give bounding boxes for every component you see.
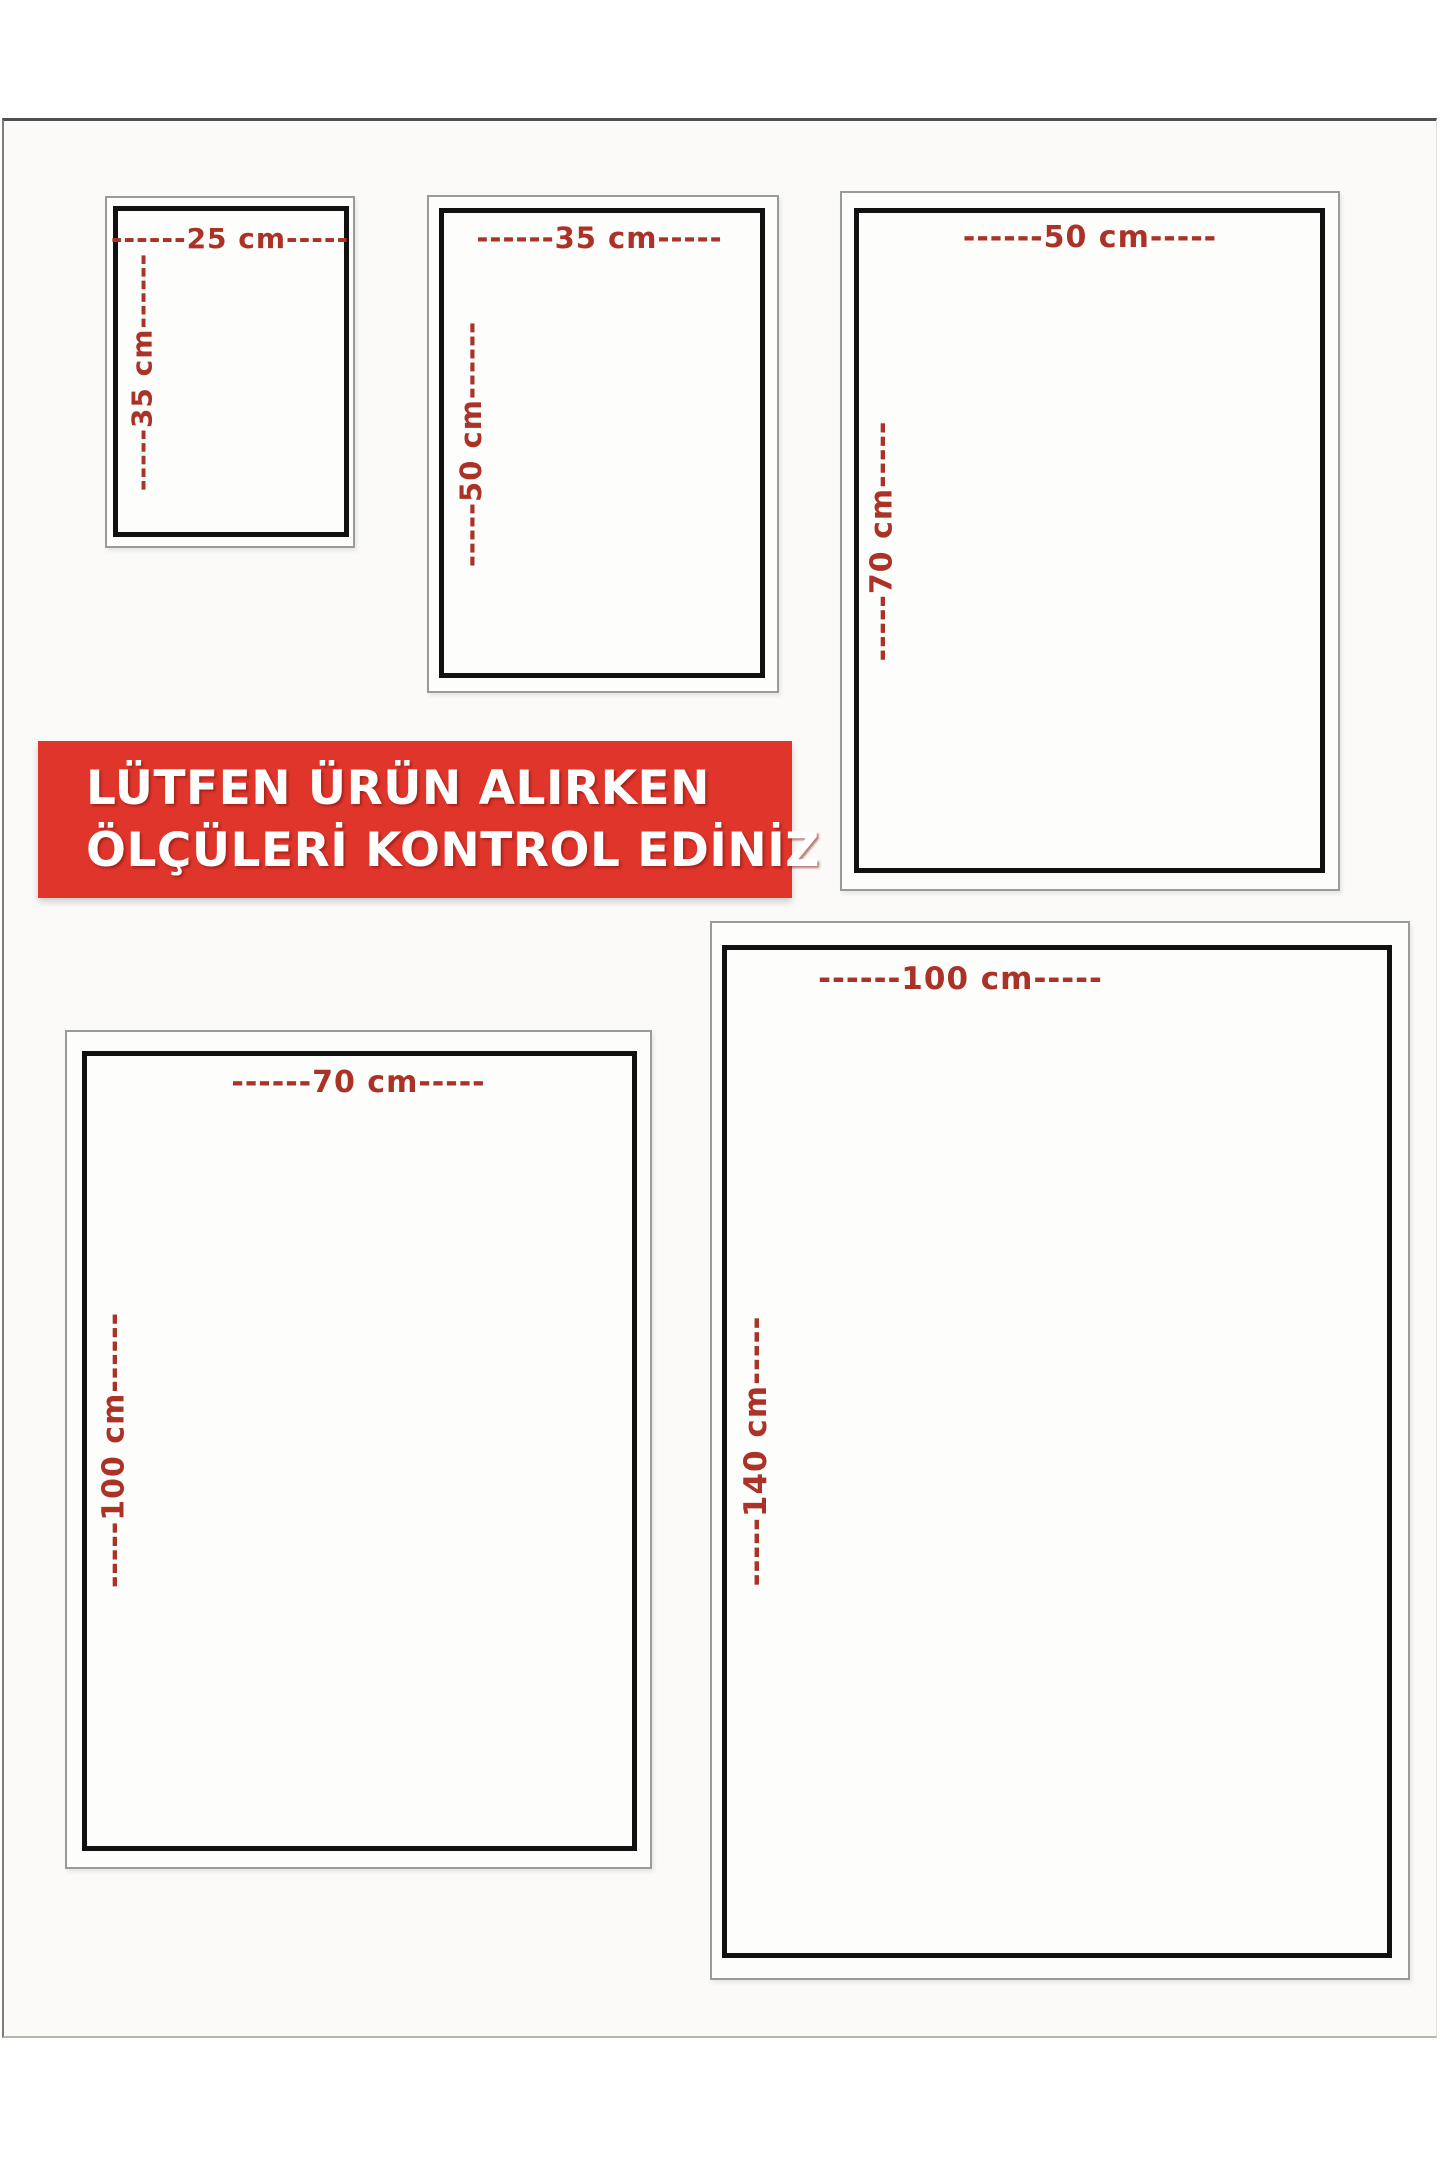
photo-background [2,118,1437,2038]
warning-banner-line1: LÜTFEN ÜRÜN ALIRKEN [86,760,710,816]
size-box-50x70-frame [854,208,1325,873]
width-dimension-label: ------50 cm----- [962,220,1218,255]
warning-banner [38,741,820,898]
size-box-100x140 [710,921,1410,1980]
size-box-50x70 [840,191,1340,891]
height-dimension-label: -----35 cm------ [125,252,159,492]
height-dimension-label: -----100 cm------ [96,1311,132,1588]
size-box-70x100-frame [82,1051,637,1851]
width-dimension-label: ------35 cm----- [476,221,723,255]
size-box-35x50 [427,195,779,693]
size-box-100x140-frame [722,945,1392,1958]
width-dimension-label: ------25 cm----- [110,222,350,255]
width-dimension-label: ------100 cm----- [818,961,1103,997]
warning-banner-line2: ÖLÇÜLERİ KONTROL EDİNİZ [86,822,820,878]
size-box-25x35 [105,196,355,548]
height-dimension-label: -----140 cm----- [738,1315,774,1586]
height-dimension-label: -----70 cm----- [864,420,900,662]
width-dimension-label: ------70 cm----- [231,1065,486,1100]
size-box-70x100 [65,1030,652,1869]
height-dimension-label: -----50 cm------ [454,320,488,568]
